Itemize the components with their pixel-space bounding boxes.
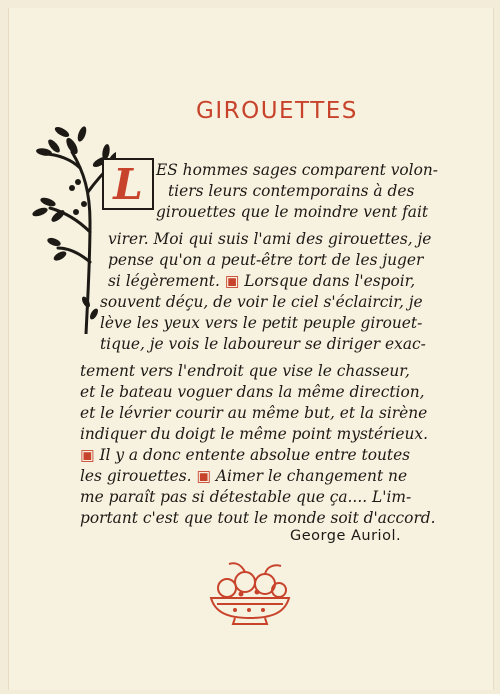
text-line: tiers leurs contemporains à des [168, 182, 415, 200]
paragraph-mark-icon: ▣ [80, 446, 95, 464]
text-line: virer. Moi qui suis l'ami des girouettes, je [108, 230, 432, 248]
text-line: lève les yeux vers le petit peuple girouet- [100, 314, 423, 332]
text-line: pense qu'on a peut-être tort de les juger [108, 251, 424, 269]
text-line: portant c'est que tout le monde soit d'accord. [80, 509, 436, 527]
page-title: GIROUETTES [196, 98, 358, 124]
signature: George Auriol. [290, 528, 402, 544]
text-line: si légèrement. ▣ Lorsque dans l'espoir, [108, 272, 416, 290]
text-line: me paraît pas si détestable que ça.... L'im- [80, 488, 412, 506]
paragraph-mark-icon: ▣ [196, 467, 211, 485]
text-line: et le lévrier courir au même but, et la sirène [80, 404, 428, 422]
text-line: et le bateau voguer dans la même direction, [80, 383, 425, 401]
text-line: indiquer du doigt le même point mystérieux. [80, 425, 428, 443]
text-line: les girouettes. ▣ Aimer le changement ne [80, 467, 408, 485]
text-line: girouettes que le moindre vent fait [156, 203, 429, 221]
text-line: ▣ Il y a donc entente absolue entre toutes [80, 446, 411, 464]
drop-cap-frame [102, 158, 154, 210]
text-line: ES hommes sages comparent volon- [156, 161, 438, 179]
text-line: tement vers l'endroit que vise le chasseur, [80, 362, 410, 380]
text-line: souvent déçu, de voir le ciel s'éclaircir, je [100, 293, 423, 311]
fruit-basket-icon [205, 558, 295, 626]
drop-cap-letter: L [113, 160, 143, 209]
paragraph-mark-icon: ▣ [224, 272, 240, 290]
text-line: tique, je vois le laboureur se diriger exac- [100, 335, 426, 353]
